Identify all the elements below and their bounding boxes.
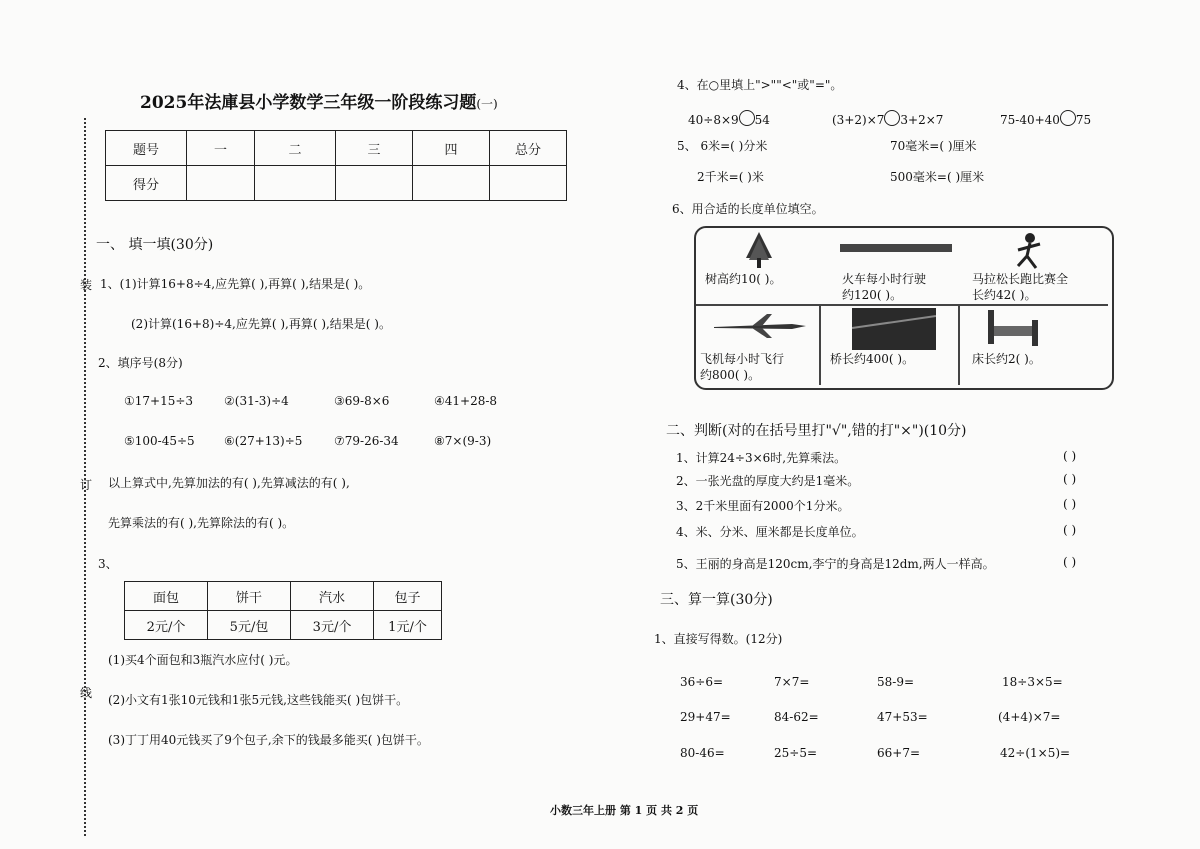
score-input-cell[interactable] [336,166,413,201]
judge-answer-paren[interactable]: ( ) [1063,472,1077,486]
train-icon [840,242,952,254]
q4-item [832,110,943,127]
q3-sub3: (3)丁丁用40元钱买了9个包子,余下的钱最多能买( )包饼干。 [108,733,429,747]
panel-col-divider [819,305,821,385]
q6-cell-text: 树高约10( )。 [705,272,782,286]
q2-fill-line1: 以上算式中,先算加法的有( ),先算减法的有( ), [108,476,350,490]
calc-item: 58-9= [877,675,915,689]
calc-item: 66+7= [877,746,921,760]
q2-expr: ⑤100-45÷5 [124,434,195,448]
price-header-row [125,582,442,611]
part1-heading: 一、 填一填(30分) [96,237,214,253]
price-value-row [125,611,442,640]
q6-cell-text: 床长约2( )。 [972,352,1041,366]
score-header-cell: 总分 [490,131,567,166]
q4-right-expr: 3+2×7 [900,113,944,127]
calc-item: 25÷5= [774,746,818,760]
q5-item: 5、 6米=( )分米 [677,139,768,153]
score-header-cell: 三 [336,131,413,166]
q4-right-expr: 54 [754,113,770,127]
judge-item: 3、2千米里面有2000个1分米。 [676,499,850,513]
price-item-cell: 饼干 [208,582,291,611]
q4-item [688,110,770,127]
q2-expr: ⑥(27+13)÷5 [224,434,303,448]
price-item-cell: 汽水 [291,582,374,611]
runner-icon [1010,232,1050,274]
q5-item: 2千米=( )米 [697,170,764,184]
panel-col-divider [958,305,960,385]
price-value-cell: 2元/个 [125,611,208,640]
part2-heading: 二、判断(对的在括号里打"√",错的打"×")(10分) [666,423,967,439]
bed-icon [984,308,1042,348]
judge-item: 4、米、分米、厘米都是长度单位。 [676,525,864,539]
score-header-cell: 二 [255,131,336,166]
q6-cell-text: 约120( )。 [842,288,903,302]
binding-char-xian: 线 [80,686,93,700]
score-input-cell[interactable] [413,166,490,201]
calc-item: 80-46= [680,746,725,760]
q2-expr: ⑧7×(9-3) [434,434,492,448]
q3-label: 3、 [98,557,118,571]
q6-cell-text: 桥长约400( )。 [830,352,915,366]
q2-heading: 2、填序号(8分) [98,356,183,370]
price-table [124,581,442,640]
q3-sub2: (2)小文有1张10元钱和1张5元钱,这些钱能买( )包饼干。 [108,693,409,707]
page-title-main: 2025年法庫县小学数学三年级一阶段练习题 [140,93,477,113]
score-header-cell: 四 [413,131,490,166]
q6-cell-text: 飞机每小时飞行 [700,352,785,366]
judge-item: 1、计算24÷3×6时,先算乘法。 [676,451,847,465]
score-header-cell: 题号 [106,131,187,166]
price-value-cell: 3元/个 [291,611,374,640]
q2-fill-line2: 先算乘法的有( ),先算除法的有( )。 [108,516,295,530]
q6-cell-text: 火车每小时行驶 [842,272,927,286]
q6-cell-text: 长约42( )。 [972,288,1037,302]
score-table [105,130,567,201]
q3-sub1: (1)买4个面包和3瓶汽水应付( )元。 [108,653,298,667]
q5-item: 70毫米=( )厘米 [890,139,977,153]
calc-item: 42÷(1×5)= [1000,746,1071,760]
tree-icon [742,230,776,270]
judge-answer-paren[interactable]: ( ) [1063,523,1077,537]
q2-expr: ②(31-3)÷4 [224,394,289,408]
q4-left-expr: 75-40+40 [1000,113,1060,127]
compare-circle[interactable] [884,110,900,126]
judge-answer-paren[interactable]: ( ) [1063,497,1077,511]
q2-expr: ①17+15÷3 [124,394,194,408]
page-title-suffix: (一) [476,97,498,111]
q4-heading: 4、在○里填上">""<"或"="。 [677,78,843,92]
compare-circle[interactable] [739,110,755,126]
calc-item: 29+47= [680,710,731,724]
page-footer: 小数三年上册 第 1 页 共 2 页 [550,804,699,817]
page-title [140,88,498,113]
q4-right-expr: 75 [1075,113,1092,127]
judge-answer-paren[interactable]: ( ) [1063,555,1077,569]
price-value-cell: 1元/个 [374,611,442,640]
q2-expr: ⑦79-26-34 [334,434,399,448]
score-value-row [106,166,567,201]
q6-heading: 6、用合适的长度单位填空。 [672,202,824,216]
judge-item: 5、王丽的身高是120cm,李宁的身高是12dm,两人一样高。 [676,557,995,571]
q5-item: 500毫米=( )厘米 [890,170,985,184]
score-input-cell[interactable] [490,166,567,201]
q6-cell-text: 约800( )。 [700,368,761,382]
calc-heading: 1、直接写得数。(12分) [654,632,783,646]
q4-left-expr: (3+2)×7 [832,113,885,127]
part3-heading: 三、算一算(30分) [660,592,773,608]
judge-item: 2、一张光盘的厚度大约是1毫米。 [676,474,860,488]
judge-answer-paren[interactable]: ( ) [1063,449,1077,463]
calc-item: (4+4)×7= [998,710,1061,724]
q2-expr: ③69-8×6 [334,394,390,408]
binding-char-zhuang: 装 [80,278,93,292]
calc-item: 36÷6= [680,675,724,689]
calc-item: 18÷3×5= [1002,675,1063,689]
q1-part-b: (2)计算(16+8)÷4,应先算( ),再算( ),结果是( )。 [131,317,391,331]
price-item-cell: 包子 [374,582,442,611]
q1-part-a: 1、(1)计算16+8÷4,应先算( ),再算( ),结果是( )。 [100,277,371,291]
q4-left-expr: 40÷8×9 [688,113,739,127]
airplane-icon [712,312,808,340]
binding-char-ding: 订 [80,478,93,492]
calc-item: 47+53= [877,710,928,724]
price-item-cell: 面包 [125,582,208,611]
score-input-cell[interactable] [187,166,255,201]
score-header-cell: 一 [187,131,255,166]
q4-item [1000,110,1091,127]
q2-expr: ④41+28-8 [434,394,498,408]
price-value-cell: 5元/包 [208,611,291,640]
panel-row-divider [696,304,1108,306]
score-header-row [106,131,567,166]
calc-item: 7×7= [774,675,810,689]
score-input-cell[interactable] [255,166,336,201]
bridge-photo-icon [852,308,936,350]
score-label-cell: 得分 [106,166,187,201]
calc-item: 84-62= [774,710,819,724]
q6-cell-text: 马拉松长跑比赛全 [972,272,1069,286]
compare-circle[interactable] [1060,110,1076,126]
